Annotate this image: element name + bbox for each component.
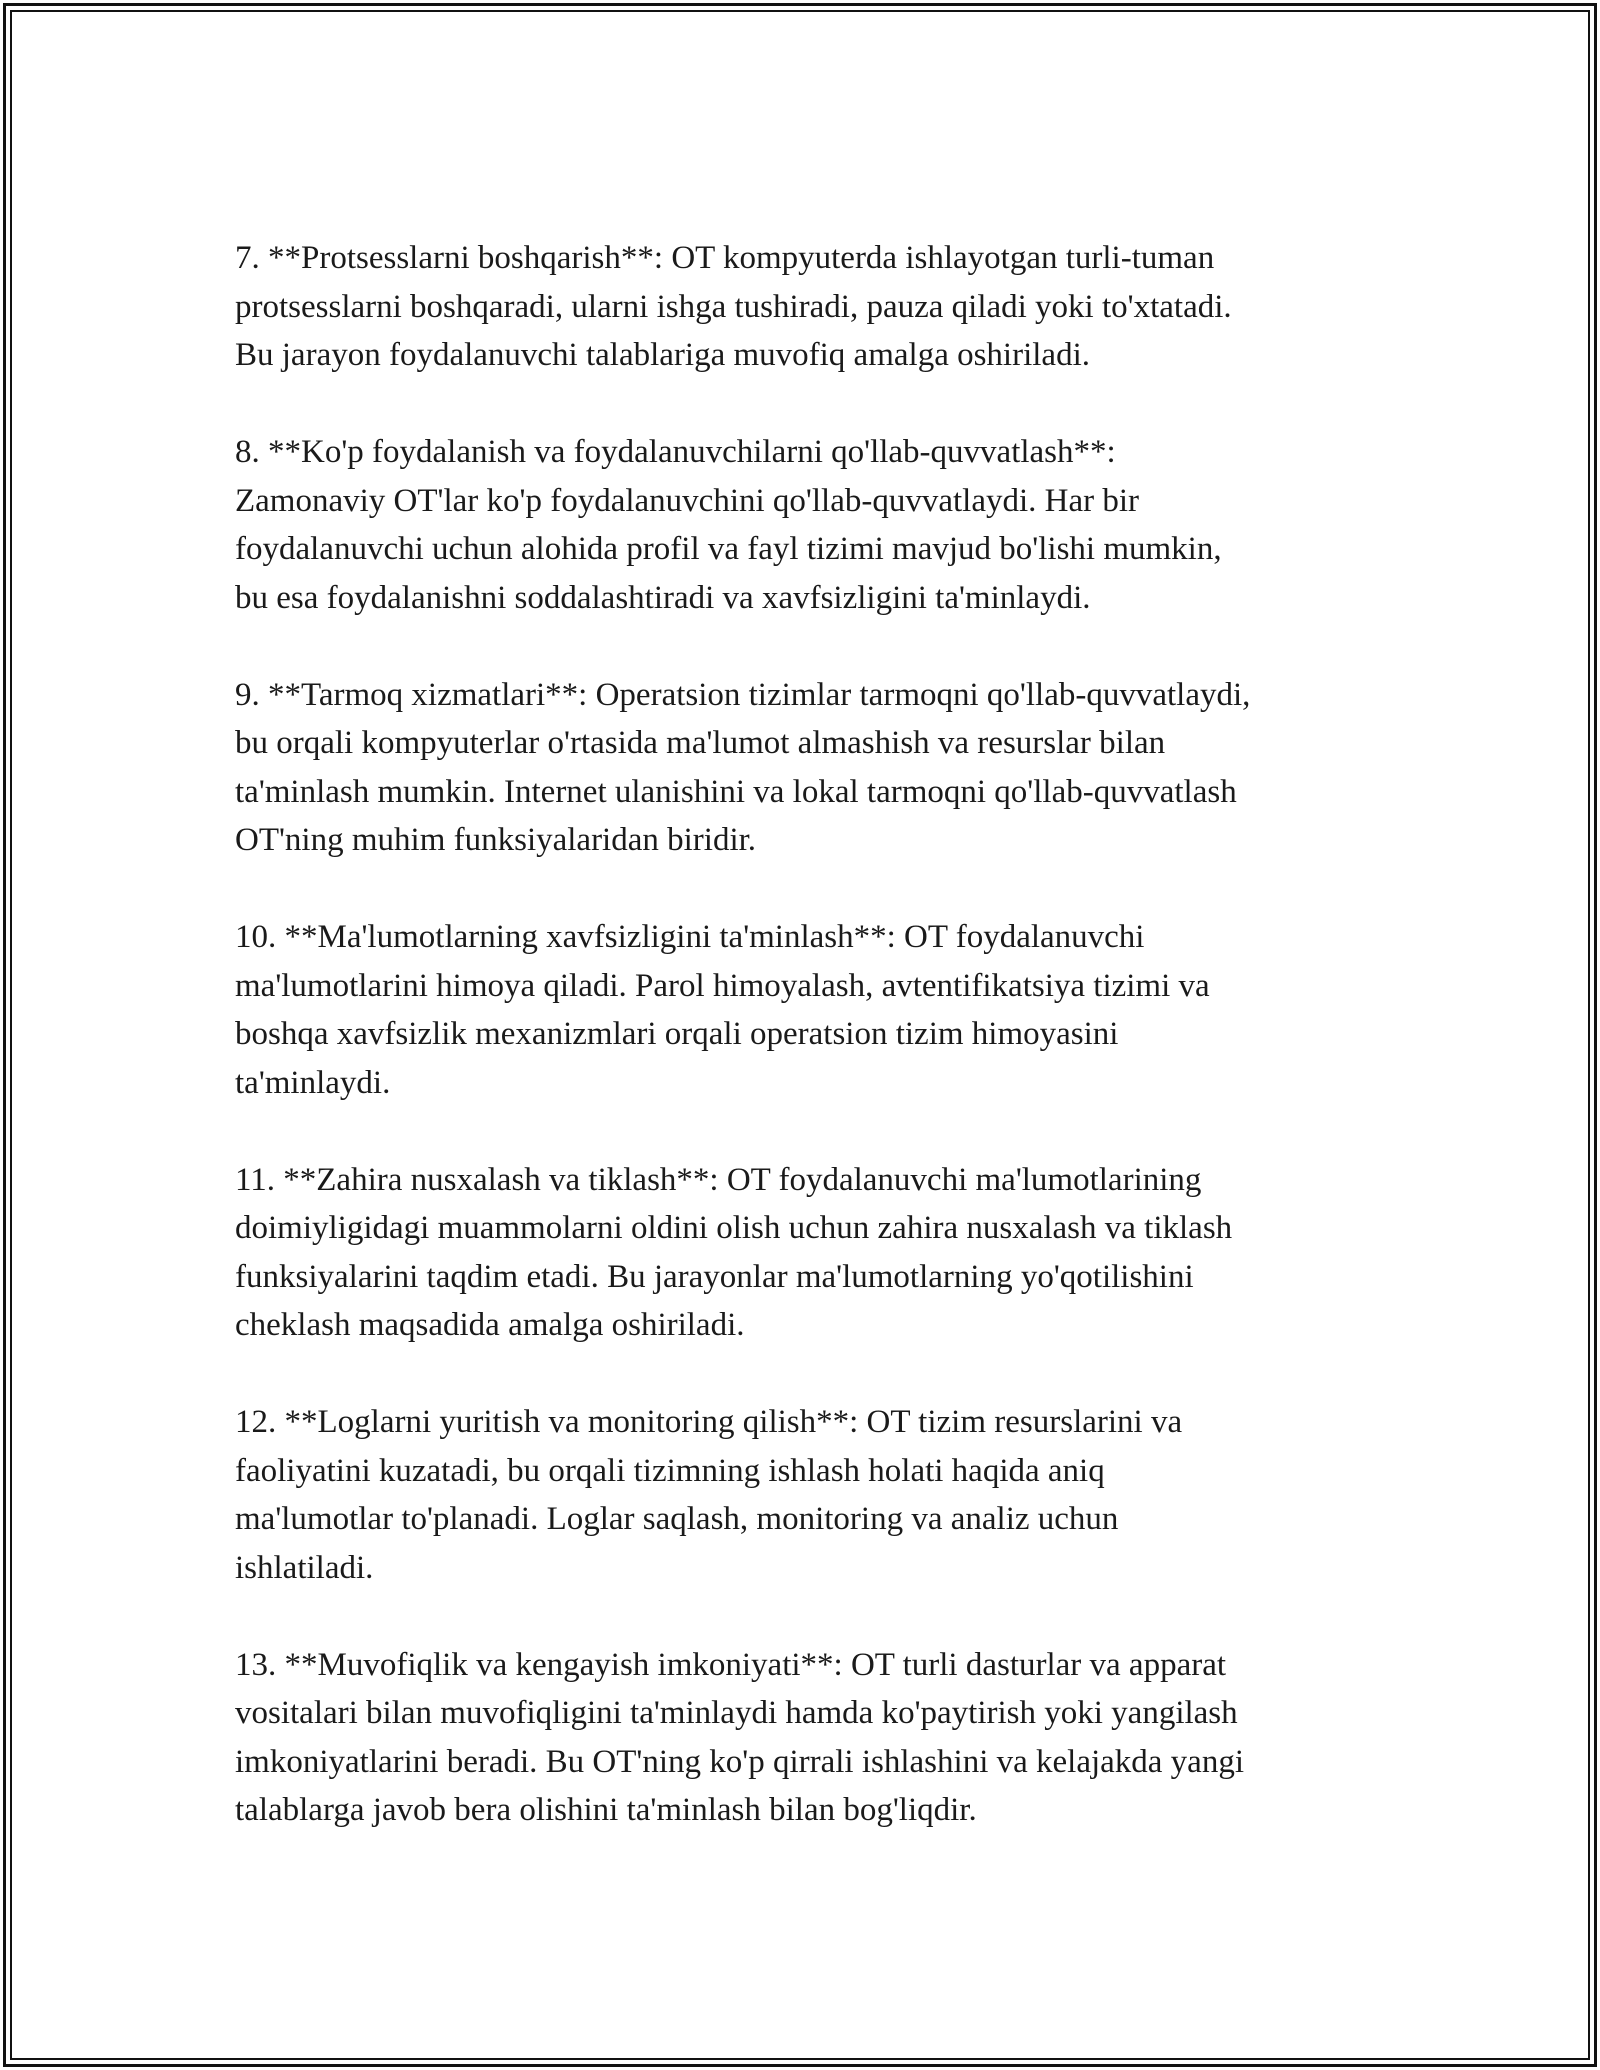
- text-line: 8. **Ko'p foydalanish va foydalanuvchilarni qo'llab-quvvatlash**:: [235, 434, 1116, 470]
- text-line: cheklash maqsadida amalga oshiriladi.: [235, 1307, 745, 1343]
- text-line: 11. **Zahira nusxalash va tiklash**: OT foydalanuvchi ma'lumotlarining: [235, 1161, 1202, 1198]
- text-line: imkoniyatlarini beradi. Bu OT'ning ko'p qirrali ishlashini va kelajakda yangi: [235, 1743, 1244, 1780]
- text-line: protsesslarni boshqaradi, ularni ishga tushiradi, pauza qiladi yoki to'xtatadi.: [235, 288, 1232, 325]
- list-item-12: [235, 1398, 1395, 1592]
- list-item-13: [235, 1641, 1395, 1835]
- text-line: ishlatiladi.: [235, 1549, 374, 1586]
- text-line: ma'lumotlarini himoya qiladi. Parol himoyalash, avtentifikatsiya tizimi va: [235, 967, 1210, 1004]
- text-line: 9. **Tarmoq xizmatlari**: Operatsion tizimlar tarmoqni qo'llab-quvvatlaydi,: [235, 676, 1251, 713]
- text-line: 10. **Ma'lumotlarning xavfsizligini ta'minlash**: OT foydalanuvchi: [235, 919, 1145, 955]
- text-line: bu orqali kompyuterlar o'rtasida ma'lumot almashish va resurslar bilan: [235, 725, 1166, 761]
- text-line: foydalanuvchi uchun alohida profil va fayl tizimi mavjud bo'lishi mumkin,: [235, 531, 1222, 567]
- list-item-7: [235, 234, 1395, 380]
- text-line: 7. **Protsesslarni boshqarish**: OT kompyuterda ishlayotgan turli-tuman: [235, 240, 1215, 276]
- text-line: bu esa foydalanishni soddalashtiradi va xavfsizligini ta'minlaydi.: [235, 579, 1091, 616]
- text-line: Bu jarayon foydalanuvchi talablariga muvofiq amalga oshiriladi.: [235, 337, 1090, 373]
- text-line: ta'minlash mumkin. Internet ulanishini va lokal tarmoqni qo'llab-quvvatlash: [235, 773, 1237, 810]
- text-line: ma'lumotlar to'planadi. Loglar saqlash, monitoring va analiz uchun: [235, 1501, 1119, 1537]
- text-line: vositalari bilan muvofiqligini ta'minlaydi hamda ko'paytirish yoki yangilash: [235, 1695, 1238, 1731]
- text-line: faoliyatini kuzatadi, bu orqali tizimning ishlash holati haqida aniq: [235, 1452, 1105, 1489]
- text-line: boshqa xavfsizlik mexanizmlari orqali operatsion tizim himoyasini: [235, 1016, 1119, 1052]
- text-line: doimiyligidagi muammolarni oldini olish uchun zahira nusxalash va tiklash: [235, 1210, 1233, 1246]
- text-line: OT'ning muhim funksiyalaridan biridir.: [235, 822, 757, 858]
- list-item-11: [235, 1156, 1395, 1350]
- text-line: ta'minlaydi.: [235, 1064, 391, 1101]
- text-line: talablarga javob bera olishini ta'minlash bilan bog'liqdir.: [235, 1792, 977, 1828]
- list-item-10: [235, 913, 1395, 1107]
- text-line: funksiyalarini taqdim etadi. Bu jarayonlar ma'lumotlarning yo'qotilishini: [235, 1258, 1194, 1295]
- list-item-8: [235, 428, 1395, 622]
- text-line: Zamonaviy OT'lar ko'p foydalanuvchini qo'llab-quvvatlaydi. Har bir: [235, 482, 1140, 519]
- text-line: 13. **Muvofiqlik va kengayish imkoniyati**: OT turli dasturlar va apparat: [235, 1646, 1227, 1683]
- list-item-9: [235, 671, 1395, 865]
- document-body: [235, 234, 1395, 1883]
- text-line: 12. **Loglarni yuritish va monitoring qilish**: OT tizim resurslarini va: [235, 1404, 1183, 1440]
